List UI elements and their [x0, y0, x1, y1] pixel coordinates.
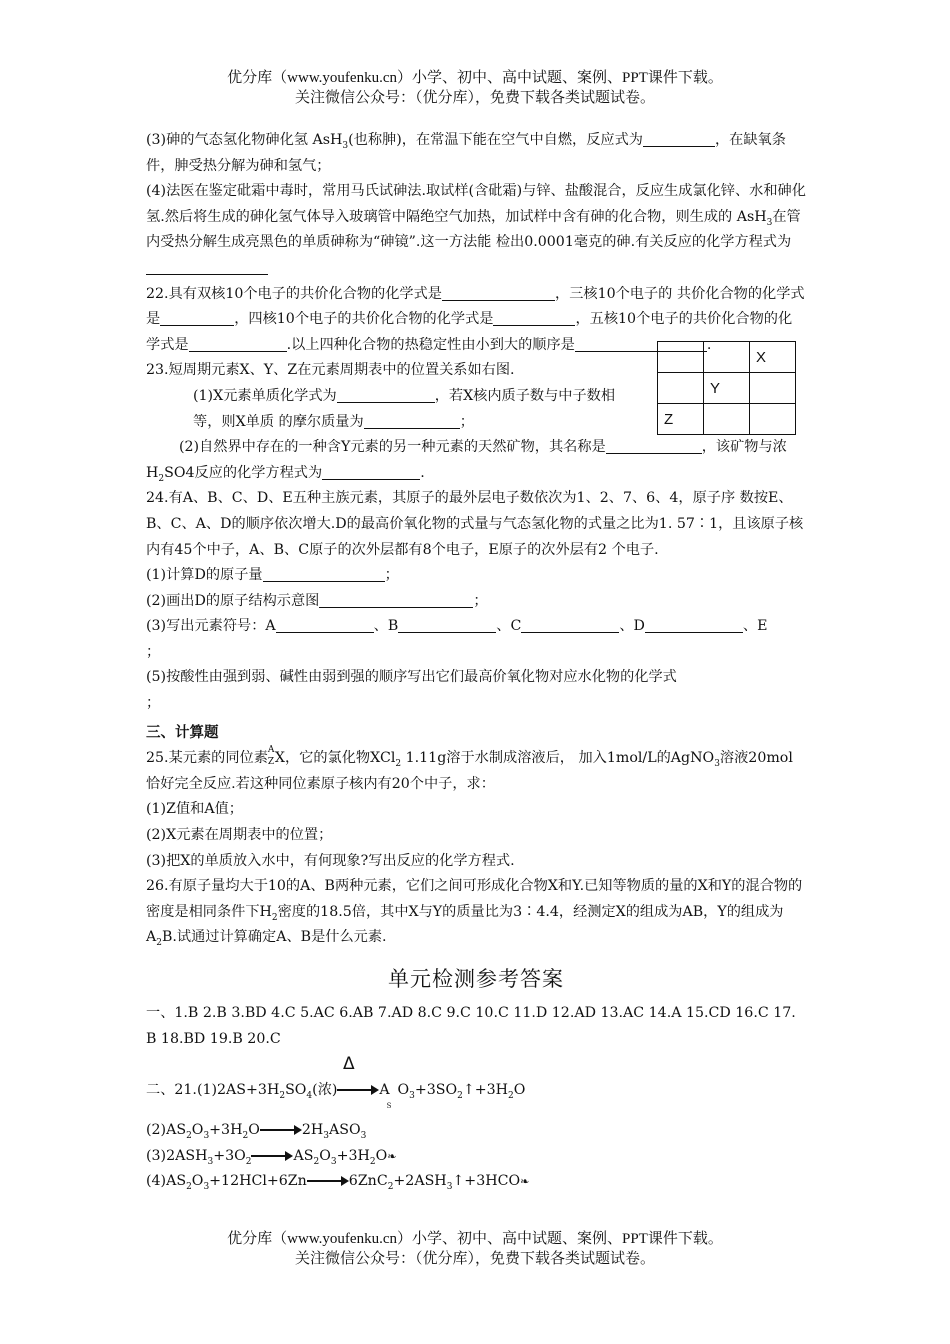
q21-part4: (4)法医在鉴定砒霜中毒时，常用马氏试砷法.取试样(含砒霜)与锌、盐酸混合，反应生成氯化锌、水和砷化氢.然后将生成的砷化氢气体导入玻璃管中隔绝空气加热，加试样中含有砷的化合物，则生成的 AsH$_3$在管内受热分解生成亮黑色的单质砷称为“砷镜”.这一方法能 检出0.0001毫克的砷.有关反应的化学方程式为 — [146, 179, 806, 281]
answer-blank[interactable] — [575, 336, 707, 352]
answer-blank[interactable] — [146, 259, 268, 275]
q25-part1: (1)Z值和A值； — [146, 801, 243, 818]
q23-stem: 23.短周期元素X、Y、Z在元素周期表中的位置关系如右图. — [146, 362, 515, 379]
q24-part3: (3)写出元素符号：A 、B 、C 、D 、E ； — [146, 618, 768, 660]
answer-blank[interactable] — [276, 617, 374, 633]
document-body — [146, 128, 806, 1195]
answer-blank[interactable] — [493, 310, 575, 326]
answer-blank[interactable] — [645, 617, 743, 633]
grid-cell-x: X — [750, 342, 796, 373]
answer-eq3: $(3)2ASH_3+3O_2$ $AS_2O_3+3H_2O❧$ — [146, 1147, 397, 1167]
q24-stem: 24.有A、B、C、D、E五种主族元素，其原子的最外层电子数依次为1、2、7、6、4，原子序 数按E、B、C、A、D的顺序依次增大.D的最高价氧化物的式量与气态氢化物的式量之比为1. 57∶1，且该原子核内有45个中子，A、B、C原子的次外层都有8个电子，E原子的次外层有2 个电子. — [146, 490, 804, 558]
heating-delta-symbol: Δ — [343, 1054, 355, 1075]
header-line-2: 关注微信公众号：（优分库），免费下载各类试题试卷。 — [294, 90, 655, 106]
answer-blank[interactable] — [606, 438, 702, 454]
arrow-icon — [251, 1151, 293, 1161]
answer-blank[interactable] — [319, 592, 473, 608]
arrow-icon — [337, 1085, 379, 1095]
arrow-icon — [260, 1125, 302, 1135]
q26-stem: 26.有原子量均大于10的A、B两种元素，它们之间可形成化合物X和Y.已知等物质的量的X和Y的混合物的密度是相同条件下$H_2$密度的18.5倍，其中X与Y的质量比为3∶4.4，经测定X的组成为AB，Y的组成为$A_2B$.试通过计算确定A、B是什么元素. — [146, 878, 803, 949]
footer-line-1: 优分库（www.youfenku.cn）小学、初中、高中试题、案例、PPT课件下载。 — [227, 1231, 723, 1247]
q23-part1: (1)X元素单质化学式为 ，若X核内质子数与中子数相等，则X单质 的摩尔质量为 ； — [193, 387, 616, 430]
answer-blank[interactable] — [643, 131, 715, 147]
answer-eq1: Δ 二、$21.(1)2AS+3H_2SO_4$(浓) $A_SO_3+3SO_2↑+3H_2O$ — [146, 1054, 526, 1111]
section-3-heading: 三、计算题 — [146, 724, 219, 741]
q24-part2: (2)画出D的原子结构示意图 ； — [146, 592, 488, 609]
arrow-icon — [307, 1176, 349, 1186]
answer-blank[interactable] — [322, 464, 420, 480]
q23-block — [146, 358, 641, 435]
q22: 22.具有双核10个电子的共价化合物的化学式是 ，三核10个电子的 共价化合物的化学式是 ，四核10个电子的共价化合物的化学式是 ，五核10个电子的共价化合物的化学式是 .以上四种化合物的热稳定性由小到大的顺序是 . — [146, 285, 805, 353]
answer-blank[interactable] — [521, 617, 619, 633]
ink-mark-icon: ❧ — [387, 1149, 397, 1163]
header-line-1: 优分库（www.youfenku.cn）小学、初中、高中试题、案例、PPT课件下载。 — [227, 70, 723, 86]
answer-blank[interactable] — [189, 336, 287, 352]
grid-cell-z: Z — [658, 404, 704, 435]
q25-stem: 25.某元素的同位素 A Z X，它的氯化物XCl$_2$ 1.11g溶于水制成溶液后， 加入1mol/L的AgNO$_3$溶液20mol恰好完全反应.若这种同位素原子核内有20个中子，求： — [146, 745, 793, 792]
q24-part1: (1)计算D的原子量 ； — [146, 567, 399, 584]
answer-blank[interactable] — [442, 285, 555, 301]
answer-blank[interactable] — [160, 310, 234, 326]
answers-choice-line: 一、1.B 2.B 3.BD 4.C 5.AC 6.AB 7.AD 8.C 9.C 10.C 11.D 12.AD 13.AC 14.A 15.CD 16.C 17.B 18.BD 19.B 20.C — [146, 1005, 796, 1047]
footer-line-2: 关注微信公众号：（优分库），免费下载各类试题试卷。 — [294, 1251, 655, 1267]
q25-part3: (3)把X的单质放入水中，有何现象?写出反应的化学方程式. — [146, 852, 515, 869]
answer-blank[interactable] — [364, 413, 460, 429]
answers-title: 单元检测参考答案 — [388, 967, 564, 991]
q23-part2: (2)自然界中存在的一种含Y元素的另一种元素的天然矿物，其名称是 ，该矿物与浓$H_2SO4$反应的化学方程式为 . — [146, 439, 787, 484]
answer-blank[interactable] — [398, 617, 496, 633]
answer-eq4: $(4)AS_2O_3+12HCl+6Zn$ $6ZnC_2+2ASH_3↑+3HCO❧$ — [146, 1173, 530, 1193]
grid-cell-y: Y — [704, 373, 750, 404]
q21-part3: (3)砷的气态氢化物砷化氢 AsH$_3$(也称胂)，在常温下能在空气中自燃，反应式为 ，在缺氧条件，胂受热分解为砷和氢气； — [146, 132, 786, 174]
answer-eq2: $(2)AS_2O_3+3H_2O$ $2H_3ASO_3$ — [146, 1122, 367, 1142]
page-header — [0, 68, 950, 108]
answer-blank[interactable] — [263, 566, 385, 582]
q25-part2: (2)X元素在周期表中的位置； — [146, 827, 333, 844]
answer-blank[interactable] — [337, 387, 435, 403]
q24-part5: (5)按酸性由强到弱、碱性由弱到强的顺序写出它们最高价氧化物对应水化物的化学式 ； — [146, 669, 677, 712]
ink-mark-icon: ❧ — [520, 1175, 530, 1189]
page-footer — [0, 1229, 950, 1269]
